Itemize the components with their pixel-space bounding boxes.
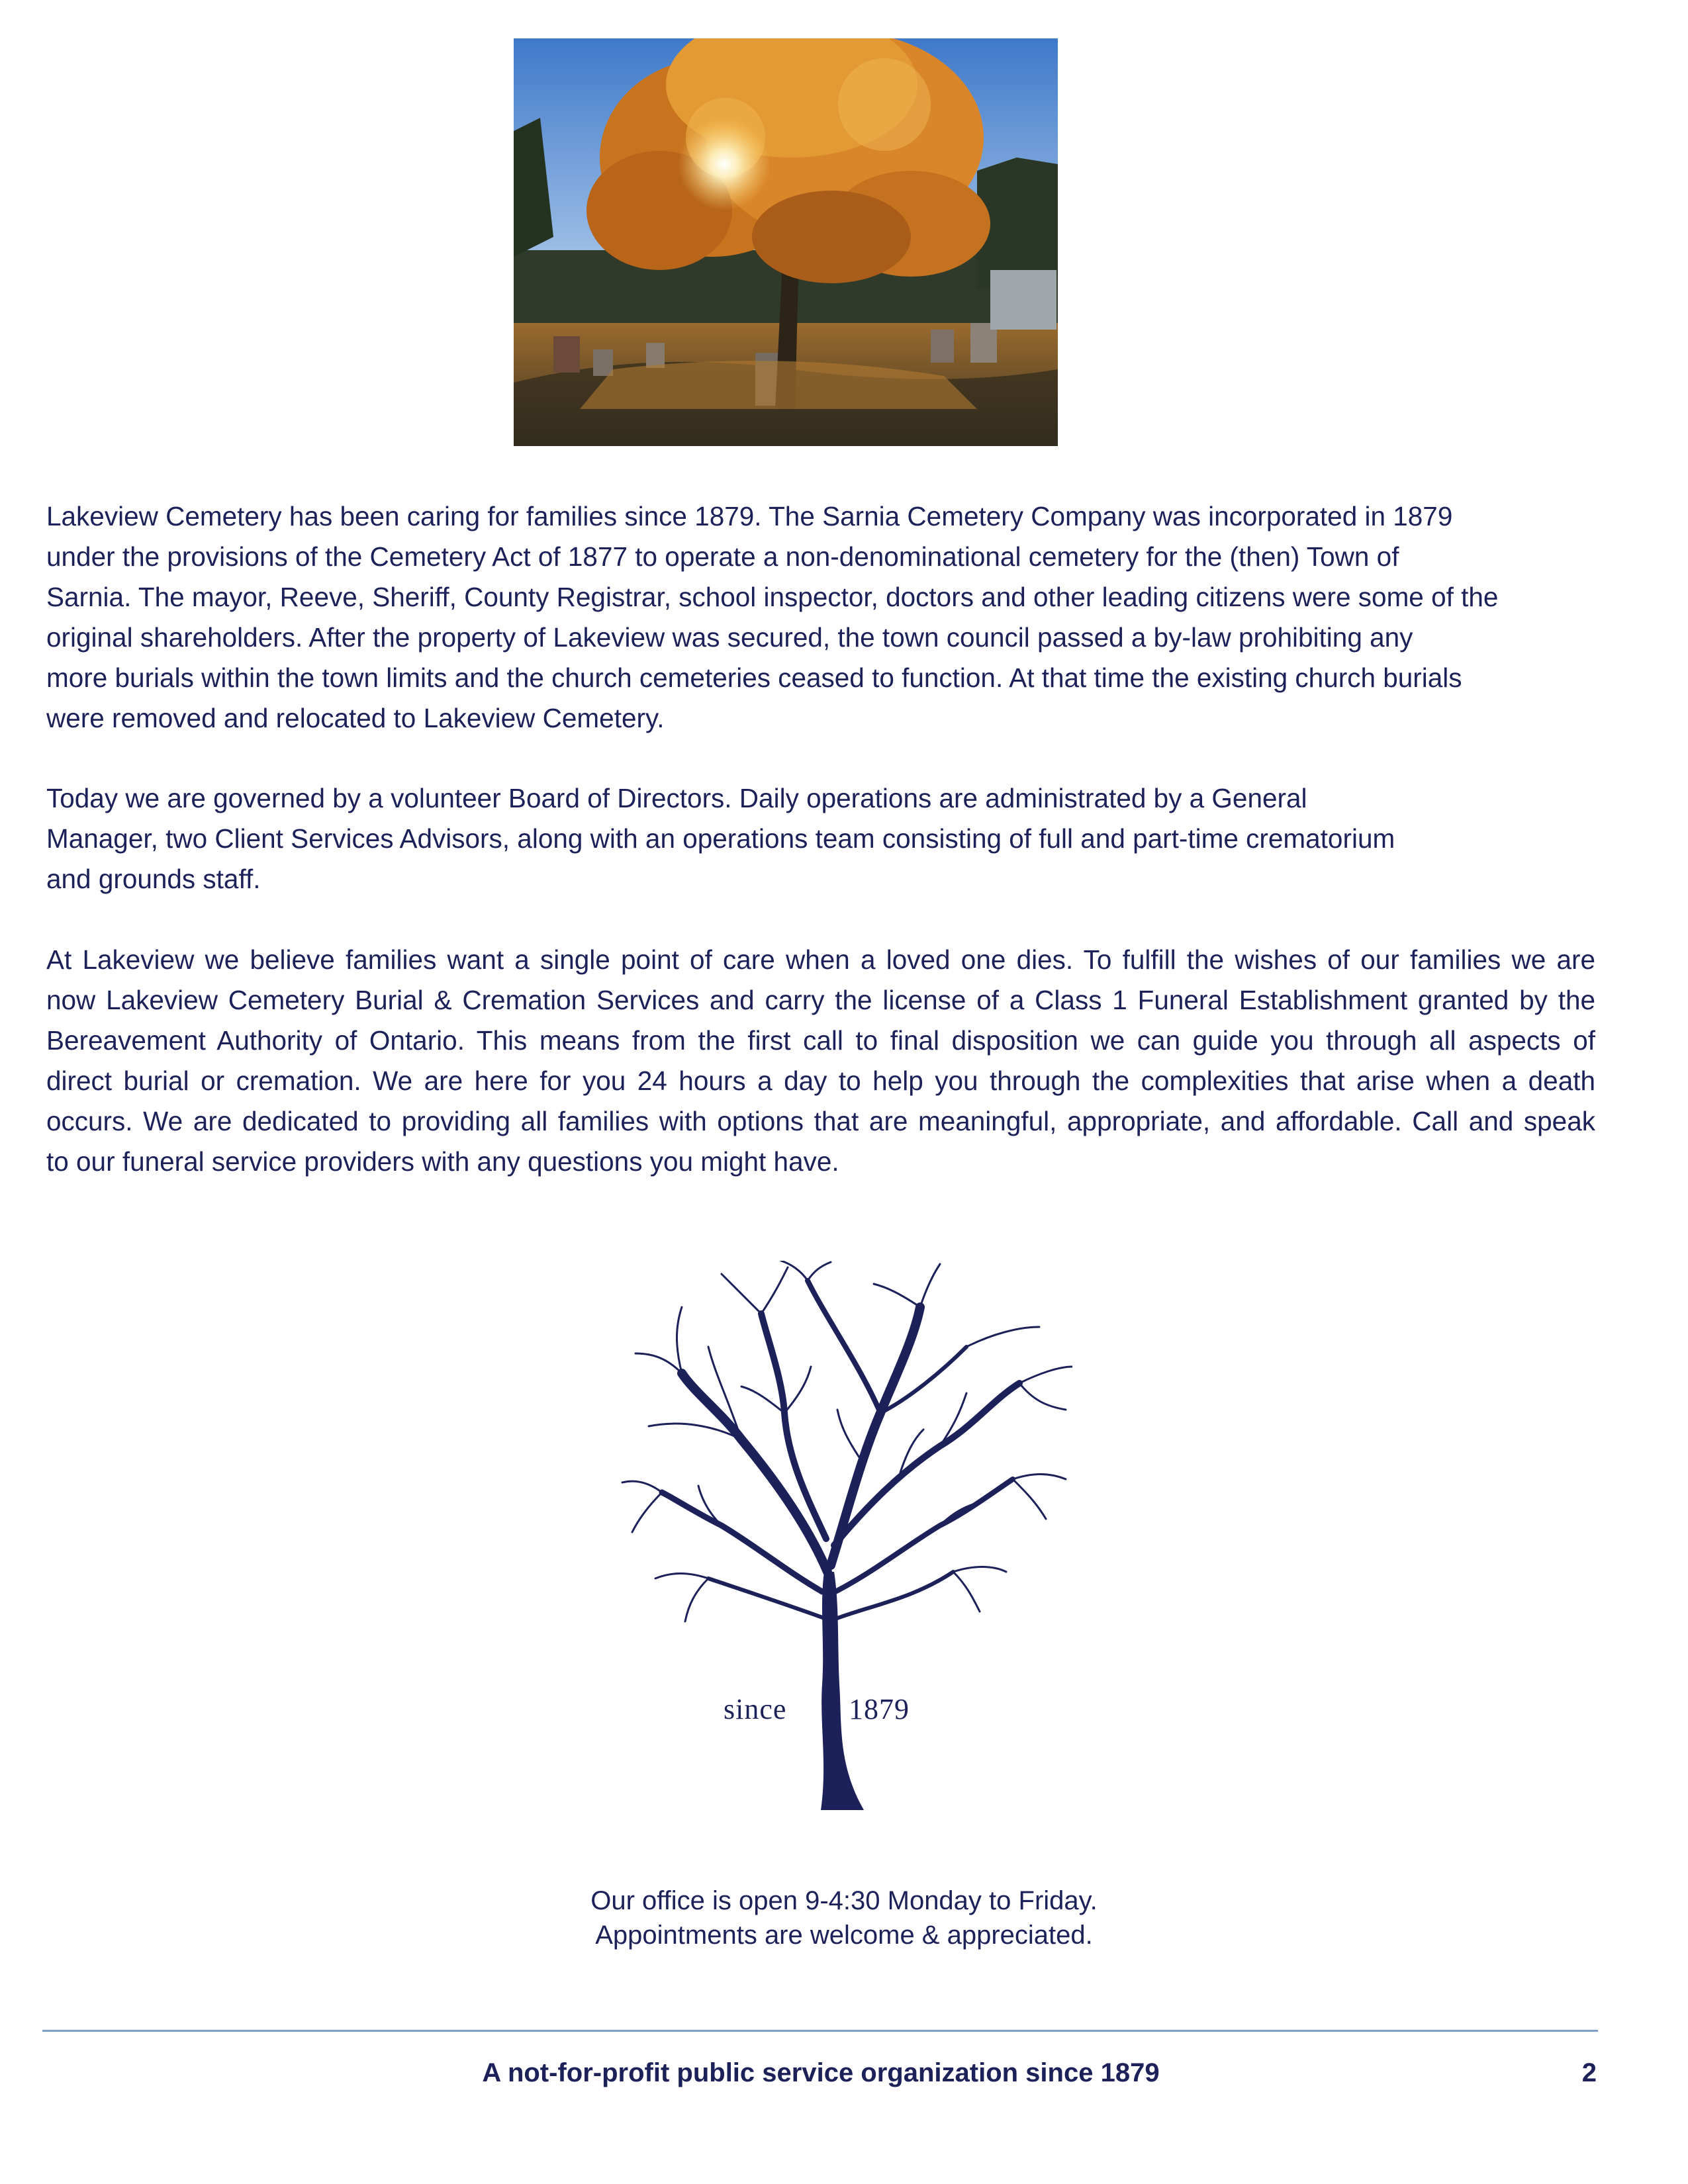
text-line: more burials within the town limits and the church cemeteries ceased to function. At that time the existing church burials [46,662,1462,693]
text-line: Sarnia. The mayor, Reeve, Sheriff, County Registrar, school inspector, doctors and other leading citizens were some of the [46,582,1499,612]
page-number: 2 [1581,2058,1597,2087]
footer-tagline: A not-for-profit public service organization since 1879 [482,2058,1160,2087]
text-line: and grounds staff. [46,864,261,894]
text-line: Bereavement Authority of Ontario. This means from the first call to final disposition we can guide you through all aspects of [46,1025,1595,1056]
history-paragraph [46,496,1595,739]
text-line: to our funeral service providers with any questions you might have. [46,1146,839,1177]
text-line: Today we are governed by a volunteer Board of Directors. Daily operations are administrated by a General [46,783,1307,813]
governance-paragraph [46,778,1595,899]
text-line: original shareholders. After the property of Lakeview was secured, the town council passed a by-law prohibiting any [46,622,1413,653]
text-line: now Lakeview Cemetery Burial & Cremation Services and carry the license of a Class 1 Funeral Establishment granted by the [46,985,1595,1015]
office-hours-text: Our office is open 9-4:30 Monday to Friday. [590,1886,1098,1915]
text-line: were removed and relocated to Lakeview Cemetery. [46,703,665,733]
text-line: Manager, two Client Services Advisors, along with an operations team consisting of full and part-time crematorium [46,823,1395,854]
footer-divider [42,2030,1598,2032]
text-line: At Lakeview we believe families want a single point of care when a loved one dies. To fulfill the wishes of our families we are [46,944,1595,975]
text-line: Lakeview Cemetery has been caring for families since 1879. The Sarnia Cemetery Company was incorporated in 1879 [46,501,1453,531]
appointments-text: Appointments are welcome & appreciated. [595,1921,1093,1950]
tree-logo-icon [609,1261,1072,1823]
services-paragraph [46,940,1595,1182]
logo-since-label: since [724,1693,787,1725]
autumn-cemetery-photo [514,38,1058,446]
text-line: under the provisions of the Cemetery Act of 1877 to operate a non-denominational cemetery for the (then) Town of [46,541,1399,572]
logo-year-label: 1879 [849,1693,910,1725]
text-line: occurs. We are dedicated to providing all families with options that are meaningful, appropriate, and affordable. Call and speak [46,1106,1595,1136]
text-line: direct burial or cremation. We are here for you 24 hours a day to help you through the complexities that arise when a death [46,1066,1595,1096]
